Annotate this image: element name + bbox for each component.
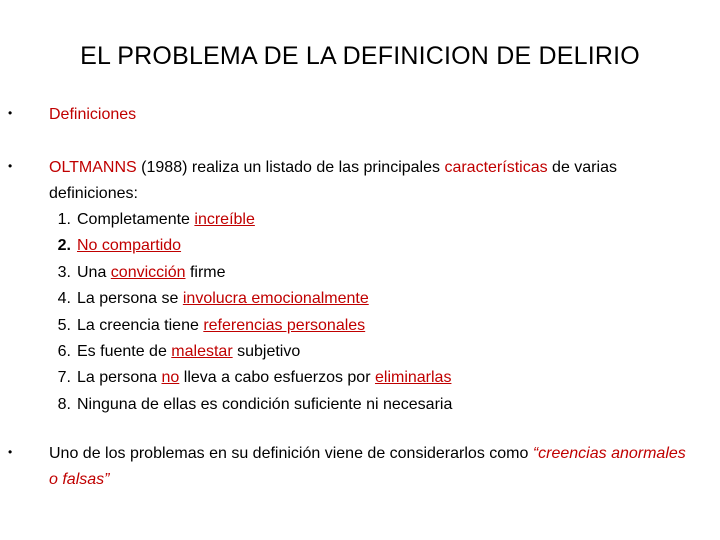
item-highlight: increíble xyxy=(194,211,255,228)
bullet-oltmanns-text xyxy=(49,155,699,418)
item-highlight: no xyxy=(161,369,180,387)
characteristics-list xyxy=(49,207,699,418)
caracteristicas-highlight: características xyxy=(444,159,548,176)
author-name: OLTMANNS xyxy=(49,159,137,176)
item-text: Ninguna de ellas es condición suficiente ni necesaria xyxy=(77,395,453,413)
item-text: Es fuente de xyxy=(77,342,172,360)
item-number: 5. xyxy=(57,316,71,334)
list-item xyxy=(49,339,699,365)
item-text: lleva a cabo esfuerzos por xyxy=(179,369,375,387)
list-item xyxy=(49,286,699,312)
list-item xyxy=(49,260,699,286)
list-item xyxy=(49,392,699,418)
item-number: 3. xyxy=(57,263,71,281)
bullet-marker: • xyxy=(8,445,13,459)
list-item xyxy=(49,365,699,391)
list-item xyxy=(49,313,699,339)
item-text: Completamente xyxy=(77,211,195,228)
item-text: La persona se xyxy=(77,290,183,308)
item-text: Una xyxy=(77,263,111,281)
list-item xyxy=(49,207,699,233)
intro-text-a: (1988) realiza un listado de las principales xyxy=(136,159,445,176)
item-highlight: convicción xyxy=(110,263,186,281)
item-highlight: malestar xyxy=(171,342,233,360)
item-highlight: referencias personales xyxy=(203,316,366,334)
bullet-definiciones-label: Definiciones xyxy=(49,106,137,123)
bullet-marker: • xyxy=(8,106,13,120)
item-highlight: No compartido xyxy=(77,237,182,255)
creencias-quote: “creencias anormales o falsas” xyxy=(49,445,686,488)
item-text: La persona xyxy=(77,369,162,387)
problemas-text: Uno de los problemas en su definición viene de considerarlos como xyxy=(49,445,533,462)
item-text: firme xyxy=(185,263,226,281)
item-number: 4. xyxy=(57,290,71,308)
list-item xyxy=(49,233,699,259)
item-highlight: eliminarlas xyxy=(374,369,452,387)
item-number: 1. xyxy=(57,211,71,228)
bullet-marker: • xyxy=(8,159,13,173)
item-highlight: involucra emocionalmente xyxy=(182,290,369,308)
item-number: 2. xyxy=(57,237,71,255)
bullet-problemas-text xyxy=(49,441,699,493)
item-text: subjetivo xyxy=(232,342,301,360)
item-number: 6. xyxy=(57,342,71,360)
slide-title: EL PROBLEMA DE LA DEFINICION DE DELIRIO xyxy=(80,42,640,70)
item-number: 7. xyxy=(57,369,71,387)
item-number: 8. xyxy=(57,395,71,413)
intro-text-b: de varias definiciones: xyxy=(49,159,617,202)
item-text: La creencia tiene xyxy=(77,316,204,334)
